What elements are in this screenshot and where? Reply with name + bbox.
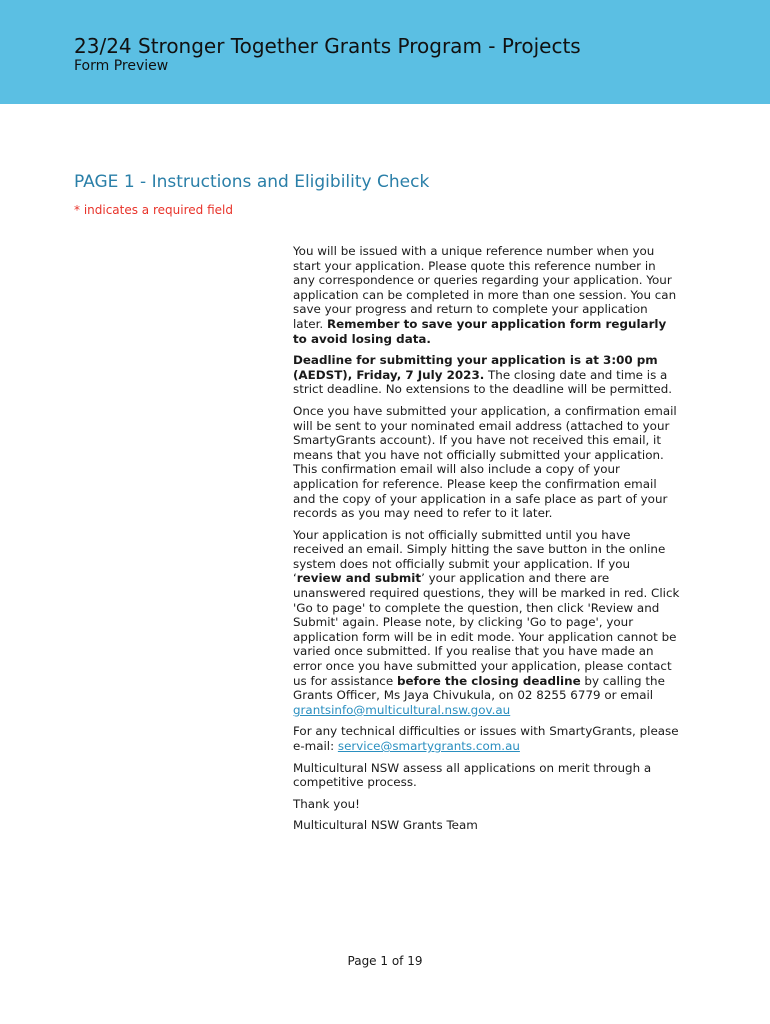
deadline-text: The closing date and time is a strict deadline. No extensions to the deadline will be permitted.	[293, 367, 673, 397]
instructions-paragraph-merit: Multicultural NSW assess all applications on merit through a competitive process.	[293, 760, 652, 790]
submission-text-b: ’ your application and there are unanswered required questions, they will be marked in red. Click 'Go to page' to complete the question, then click 'Review and Submit' again. Please note, by clicking 'Go to page', your application form will be in edit mode. Your application cannot be varied once submitted. If you realise that you have made an error once you have submitted your application, please contact us for assistance	[293, 571, 680, 688]
instructions-paragraph-confirmation: Once you have submitted your application, a confirmation email will be sent to your nominated email address (attached to your SmartyGrants account). If you have not received this email, it means that you have not officially submitted your application. This confirmation email will also include a copy of your application for reference. Please keep the confirmation email and the copy of your application in a safe place as part of your records as you may need to refer to it later.	[293, 403, 677, 521]
deadline-statement: Deadline for submitting your application is at 3:00 pm (AEDST), Friday, 7 July 2023.	[293, 353, 658, 382]
submission-text-a: Your application is not officially submitted until you have received an email. Simply hitting the save button in the online system does not officially submit your application. If you ‘	[293, 527, 666, 586]
header-banner	[0, 0, 770, 104]
closing-deadline-term: before the closing deadline	[396, 673, 581, 688]
support-email-link[interactable]: service@smartygrants.com.au	[337, 739, 520, 753]
submission-text-c: by calling the Grants Officer, Ms Jaya Chivukula, on 02 8255 6779 or email	[293, 673, 665, 703]
required-field-note: * indicates a required field	[74, 203, 233, 217]
save-text: You will be issued with a unique reference number when you start your application. Please quote this reference number in any correspondence or queries regarding your application. Your application can be completed in more than one session. You can save your progress and return to complete your application later.	[293, 244, 677, 331]
instructions-signature: Multicultural NSW Grants Team	[293, 818, 478, 833]
instructions-paragraph-deadline	[293, 353, 681, 397]
form-title: 23/24 Stronger Together Grants Program - Projects	[74, 34, 581, 58]
page-number: Page 1 of 19	[347, 954, 423, 968]
instructions-paragraph-thanks: Thank you!	[293, 796, 360, 811]
review-and-submit-term: review and submit	[296, 571, 422, 586]
support-text: For any technical difficulties or issues with SmartyGrants, please e-mail:	[293, 724, 679, 753]
form-subtitle: Form Preview	[74, 58, 169, 74]
instructions-paragraph-submission	[293, 528, 681, 718]
instructions-paragraph-support	[293, 724, 681, 753]
instructions-block	[293, 244, 681, 840]
instructions-paragraph-save	[293, 244, 681, 346]
save-reminder: Remember to save your application form regularly to avoid losing data.	[293, 316, 667, 346]
page-heading: PAGE 1 - Instructions and Eligibility Check	[74, 172, 430, 192]
grantsinfo-email-link[interactable]: grantsinfo@multicultural.nsw.gov.au	[293, 702, 511, 717]
